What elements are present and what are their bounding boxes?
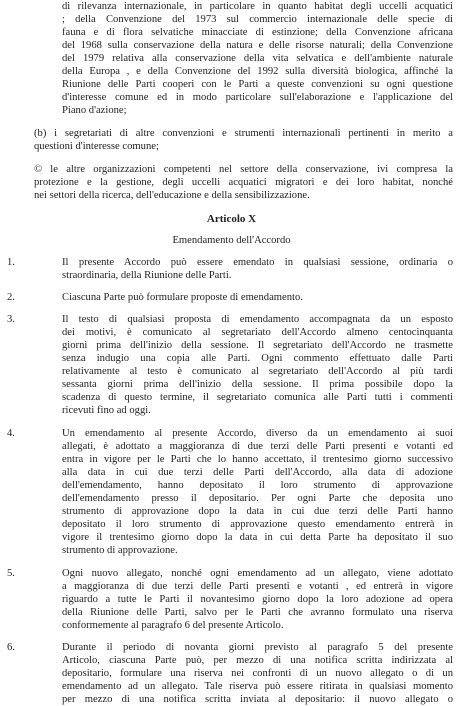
text-line: questioni d'interesse comune; xyxy=(34,141,159,152)
text-line: fauna e di flora selvatiche minacciate di estinzione; della Convenzione africana xyxy=(62,27,453,38)
text-line: Articolo, ciascuna Parte può, per mezzo di una notifica scritta indirizzata al xyxy=(62,655,453,666)
text-line: d'interesse comune ed in modo particolare sull'elaborazione e l'applicazione del xyxy=(62,92,453,103)
text-line: dei motivi, è comunicato al segretariato dell'Accordo almeno centocinquanta xyxy=(62,327,453,338)
article-title: Articolo X xyxy=(206,213,257,225)
text-line: strumento di approvazione dopo la data in cui due terzi delle Parti hanno xyxy=(62,506,453,517)
text-line: dell'emendamento presso il depositario. Per ogni Parte che deposita uno xyxy=(62,493,453,504)
text-line: della Europa , e della Convenzione del 1992 sulla diversità biologica, affinché la xyxy=(62,66,453,77)
text-line: nei settori della ricerca, dell'educazione e della sensibilizzazione. xyxy=(34,190,310,201)
text-line: del 1979 relativa alla conservazione della vita selvatica e dell'ambiente naturale xyxy=(62,53,453,64)
text-line: © le altre organizzazioni competenti nel settore della conservazione, ivi compresa la xyxy=(34,164,453,175)
text-line: allegati, è adottato a maggioranza di due terzi delle Parti presenti e votanti ed xyxy=(62,441,453,452)
text-line: Ciascuna Parte può formulare proposte di emendamento. xyxy=(62,292,303,303)
text-line: protezione e la gestione, degli uccelli acquatici migratori e dei loro habitat, nonché xyxy=(34,177,453,188)
text-line: entra in vigore per le Parti che lo hanno accettato, il trentesimo giorno successivo xyxy=(62,454,453,465)
text-line: Piano d'azione; xyxy=(62,105,127,116)
text-line: a maggioranza di due terzi delle Parti presenti e votanti , ed entrerà in vigore xyxy=(62,581,453,592)
text-line: della Riunione delle Parti, salvo per le Parti che avranno formulato una riserva xyxy=(62,607,453,618)
item-number: 3. xyxy=(7,314,15,325)
text-line: emendamento ad un allegato. Tale riserva può essere ritirata in qualsiasi momento xyxy=(62,681,453,692)
text-line: di rilevanza internazionale, in particolare in quanto habitat degli uccelli acquatici xyxy=(62,1,453,12)
article-subtitle: Emendamento dell'Accordo xyxy=(172,235,291,246)
text-line: senza indugio una copia alle Parti. Ogni commento effettuato dalle Parti xyxy=(62,353,453,364)
text-line: per mezzo di una notifica scritta inviata al depositario: il nuovo allegato o xyxy=(62,694,453,705)
text-line: relativamente al testo è comunicato al segretariato dell'Accordo al più tardi xyxy=(62,366,453,377)
text-line: Un emendamento al presente Accordo, diverso da un emendamento ai suoi xyxy=(62,428,453,439)
text-line: alla data in cui due terzi delle Parti dell'Accordo, alla data di adozione xyxy=(62,467,453,478)
text-line: Riunione delle Parti cooperi con le Parti a queste convenzioni su ogni questione xyxy=(62,79,453,90)
text-line: strumento di approvazione. xyxy=(62,545,178,556)
text-line: vigore il trentesimo giorno dopo la data in cui detta Parte ha depositato il suo xyxy=(62,532,453,543)
item-number: 1. xyxy=(7,257,15,268)
item-number: 6. xyxy=(7,642,15,653)
text-line: giorni prima dell'inizio della sessione. Il segretariato dell'Accordo ne trasmette xyxy=(62,340,453,351)
text-line: conformemente al paragrafo 6 del presente Articolo. xyxy=(62,620,284,631)
text-line: ricevuti fino ad oggi. xyxy=(62,405,151,416)
text-line: scadenza di questo termine, il segretariato comunica alle Parti tutti i commenti xyxy=(62,392,453,403)
text-line: riguardo a tutte le Parti il novantesimo giorno dopo la loro adozione ad opera xyxy=(62,594,453,605)
text-line: straordinaria, della Riunione delle Parti. xyxy=(62,270,232,281)
text-line: sessanta giorni prima dell'inizio della sessione. Il prima possibile dopo la xyxy=(62,379,453,390)
text-line: depositario, formulare una riserva nei confronti di un nuovo allegato o di un xyxy=(62,668,453,679)
item-number: 2. xyxy=(7,292,15,303)
text-line: del 1968 sulla conservazione della natura e delle risorse naturali; della Convenzione xyxy=(62,40,453,51)
text-line: ; della Convenzione del 1973 sul commercio internazionale delle specie di xyxy=(62,14,453,25)
text-line: depositato il loro strumento di approvazione questo emendamento entrerà in xyxy=(62,519,453,530)
text-line: Il presente Accordo può essere emendato in qualsiasi sessione, ordinaria o xyxy=(62,257,453,268)
text-line: dell'emendamento, hanno depositato il loro strumento di approvazione xyxy=(62,480,453,491)
item-number: 5. xyxy=(7,568,15,579)
item-number: 4. xyxy=(7,428,15,439)
text-line: Ogni nuovo allegato, nonché ogni emendamento ad un allegato, viene adottato xyxy=(62,568,453,579)
text-line: Durante il periodo di novanta giorni previsto al paragrafo 5 del presente xyxy=(62,642,453,653)
text-line: (b) i segretariati di altre convenzioni e strumenti internazionali pertinenti in merito a xyxy=(34,128,453,139)
text-line: Il testo di qualsiasi proposta di emendamento accompagnata da un esposto xyxy=(62,314,453,325)
